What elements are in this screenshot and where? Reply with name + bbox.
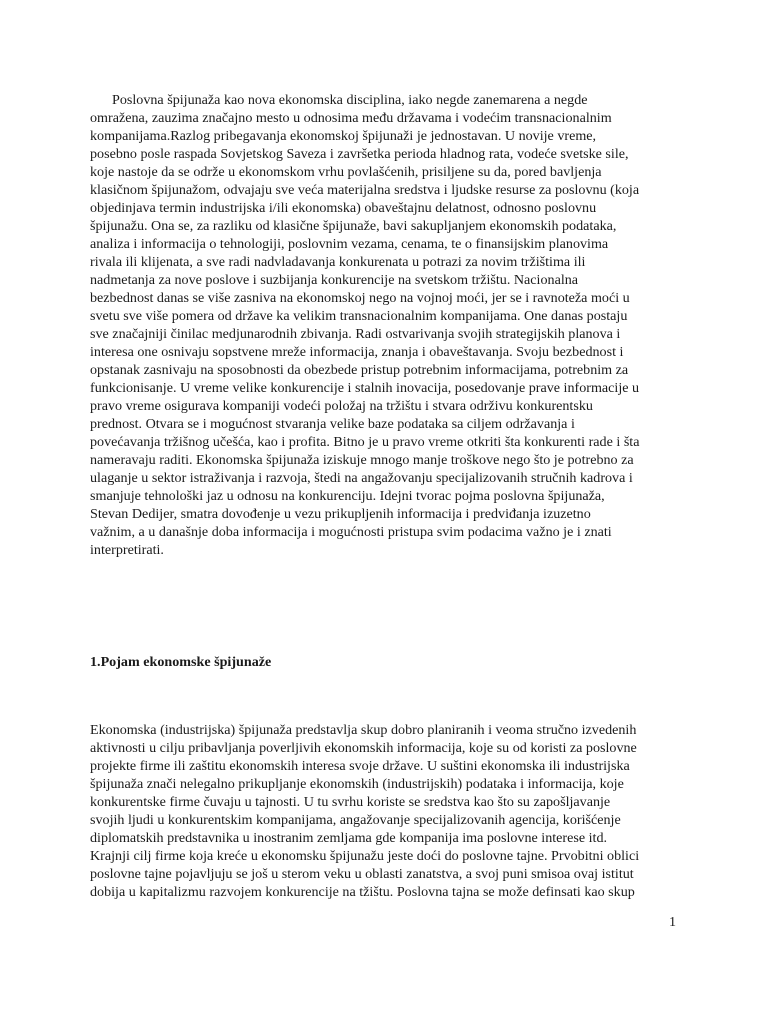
- text-line: interesa one osnivaju sopstvene mreže informacija, znanja i obaveštavanja. Svoju bezbednost i: [90, 344, 624, 360]
- text-line: konkurentske firme čuvaju u tajnosti. U tu svrhu koriste se sredstva kao što su zapošljavanje: [90, 794, 611, 810]
- text-line: interpretirati.: [90, 542, 164, 558]
- text-line: aktivnosti u cilju pribavljanja poverljivih ekonomskih informacija, koje su od koristi za poslovne: [90, 740, 637, 756]
- section-heading: 1.Pojam ekonomske špijunaže: [90, 654, 272, 670]
- text-line: pravo vreme osigurava kompaniji vodeći položaj na tržištu i stvara održivu konkurentsku: [90, 398, 593, 414]
- text-line: diplomatskih predstavnika u inostranim zemljama gde kompanija ima poslovne interese itd.: [90, 830, 608, 846]
- text-line: poslovne tajne pojavljuju se još u sterom veku u oblasti zanatstva, a svoj puni smisoa ovaj istitut: [90, 866, 634, 882]
- text-line: rivala ili klijenata, a sve radi nadvladavanja konkurenata u potrazi za novim tržištima ili: [90, 254, 586, 270]
- text-line: klasičnom špijunažom, odvajaju sve veća materijalna sredstva i ljudske resurse za poslovnu (koja: [90, 182, 640, 198]
- text-line: dobija u kapitalizmu razvojem konkurencije na tžištu. Poslovna tajna se može definsati kao skup: [90, 884, 635, 900]
- text-line: važnim, a u današnje doba informacija i mogućnosti pristupa svim podacima važno je i znati: [90, 524, 612, 540]
- text-line: svojih ljudi u konkurentskim kompanijama, angažovanje specijalizovanih agencija, korišćenje: [90, 812, 621, 828]
- text-line: špijunaža znači nelegalno prikupljanje ekonomskih (industrijskih) podataka i informacija, koje: [90, 776, 624, 792]
- page-number: 1: [669, 914, 677, 930]
- text-line: nameravaju raditi. Ekonomska špijunaža iziskuje mnogo manje troškove nego što je potrebno za: [90, 452, 634, 468]
- text-line: Poslovna špijunaža kao nova ekonomska disciplina, iako negde zanemarena a negde: [112, 92, 588, 108]
- text-line: prednost. Otvara se i mogućnost stvaranja velike baze podataka sa ciljem održavanja i: [90, 416, 575, 432]
- text-line: kompanijama.Razlog pribegavanja ekonomskoj špijunaži je jednostavan. U novije vreme,: [90, 128, 597, 144]
- text-line: sve značajniji činilac medjunarodnih zbivanja. Radi ostvarivanja svojih strategijskih planova i: [90, 326, 621, 342]
- text-line: špijunažu. Ona se, za razliku od klasične špijunaže, bavi sakupljanjem ekonomskih podataka,: [90, 218, 617, 234]
- text-line: posebno posle raspada Sovjetskog Saveza i završetka perioda hladnog rata, vodeće svetske sile,: [90, 146, 629, 162]
- text-line: analiza i informacija o tehnologiji, poslovnim vezama, cenama, te o finansijskim planovima: [90, 236, 609, 252]
- text-line: bezbednost danas se više zasniva na ekonomskoj nego na vojnoj moći, jer se i ravnoteža moći u: [90, 290, 630, 306]
- text-line: Stevan Dedijer, smatra dovođenje u vezu prikupljenih informacija i predviđanja izuzetno: [90, 506, 591, 522]
- text-line: ulaganje u sektor istraživanja i razvoja, štedi na angažovanju specijalizovanih stručnih kadrova i: [90, 470, 633, 486]
- text-line: nadmetanja za nove poslove i suzbijanja konkurencije na svetskom tržištu. Nacionalna: [90, 272, 579, 288]
- text-line: objedinjava termin industrijska i/ili ekonomska) obaveštajnu delatnost, odnosno poslovnu: [90, 200, 597, 216]
- text-line: povećavanja tržišnog učešća, kao i profita. Bitno je u pravo vreme otkriti šta konkurenti rade i šta: [90, 434, 640, 450]
- text-line: svetu sve više pomera od države ka velikim transnacionalnim kompanijama. One danas postaju: [90, 308, 628, 324]
- text-line: opstanak zasnivaju na sposobnosti da obezbede pristup potrebnim informacijama, potrebnim za: [90, 362, 629, 378]
- text-line: koje nastoje da se održe u ekonomskom vrhu povlašćenih, prisiljene su da, pored bavljenja: [90, 164, 602, 180]
- text-line: projekte firme ili zaštitu ekonomskih interesa svoje države. U suštini ekonomska ili industrijska: [90, 758, 630, 774]
- text-line: funkcionisanje. U vreme velike konkurencije i stalnih inovacija, posedovanje prave informacije u: [90, 380, 640, 396]
- text-line: omražena, zauzima značajno mesto u odnosima među državama i vodećim transnacionalnim: [90, 110, 612, 126]
- text-line: smanjuje tehnološki jaz u odnosu na konkurenciju. Idejni tvorac pojma poslovna špijunaža,: [90, 488, 605, 504]
- text-line: Ekonomska (industrijska) špijunaža predstavlja skup dobro planiranih i veoma stručno izvedenih: [90, 722, 637, 738]
- text-line: Krajnji cilj firme koja kreće u ekonomsku špijunažu jeste doći do poslovne tajne. Prvobitni oblici: [90, 848, 640, 864]
